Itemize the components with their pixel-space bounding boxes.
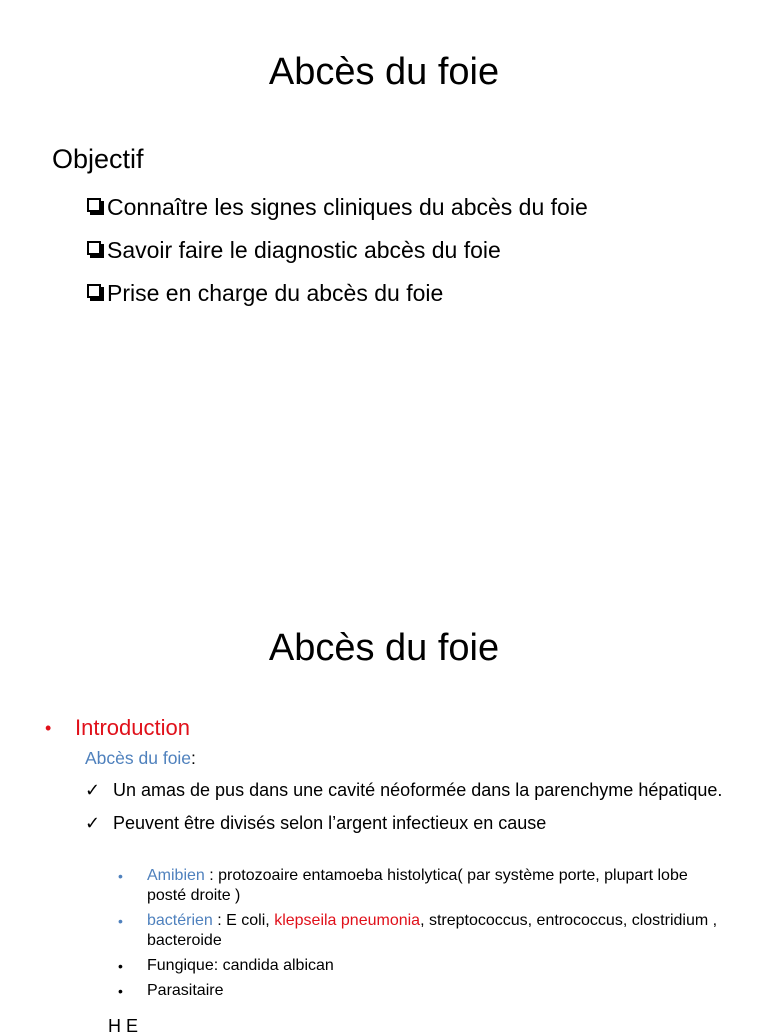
check-text: Peuvent être divisés selon l’argent infectieux en cause — [113, 813, 547, 833]
objective-text: Connaître les signes cliniques du abcès du foie — [107, 194, 588, 220]
definition-heading — [85, 746, 196, 770]
type-item-parasitaire — [118, 981, 718, 1001]
introduction-heading — [45, 714, 190, 742]
type-highlight: klepseila pneumonia — [274, 912, 421, 929]
checkbox-square-icon — [87, 198, 101, 212]
objective-item — [87, 272, 588, 315]
type-text: Parasitaire — [147, 982, 224, 999]
bullet-icon: • — [118, 868, 123, 884]
objective-list — [87, 186, 588, 315]
section-heading: Objectif — [52, 144, 144, 174]
bullet-icon: • — [45, 718, 52, 738]
bullet-icon: • — [118, 983, 123, 999]
checkbox-square-icon — [87, 241, 101, 255]
bullet-icon: • — [118, 958, 123, 974]
type-item-bacterien — [118, 911, 718, 951]
definition-term: Abcès du foie — [85, 748, 192, 768]
type-term: bactérien — [147, 912, 213, 929]
type-text — [147, 911, 718, 951]
slide-title: Abcès du foie — [268, 51, 500, 93]
check-text: Un amas de pus dans une cavité néoformée dans la parenchyme hépatique. — [113, 780, 723, 800]
checkmark-icon: ✓ — [85, 780, 101, 800]
type-description: : protozoaire entamoeba histolytica( par système porte, plupart lobe posté droite ) — [147, 867, 688, 904]
type-description: , streptococcus, entrococcus, clostridium , bacteroide — [147, 912, 718, 949]
slide-title: Abcès du foie — [268, 627, 500, 669]
objective-text: Prise en charge du abcès du foie — [107, 280, 444, 306]
type-item-amibien — [118, 866, 718, 906]
type-text: Fungique: candida albican — [147, 957, 334, 974]
check-item — [85, 779, 725, 802]
type-term: Amibien — [147, 867, 205, 884]
type-item-fungique — [118, 956, 718, 976]
checkbox-square-icon — [87, 284, 101, 298]
bullet-icon: • — [118, 913, 123, 929]
abscess-types-list — [118, 866, 718, 1006]
check-list — [85, 779, 725, 835]
truncated-text: H E — [108, 1016, 139, 1036]
type-text — [147, 866, 718, 906]
definition-colon: : — [191, 748, 196, 768]
slide-introduction — [0, 576, 768, 1036]
type-separator: : E coli, — [212, 912, 275, 929]
objective-item — [87, 186, 588, 229]
check-item — [85, 812, 725, 835]
introduction-label: Introduction — [75, 715, 190, 740]
objective-text: Savoir faire le diagnostic abcès du foie — [107, 237, 501, 263]
checkmark-icon: ✓ — [85, 813, 101, 833]
objective-item — [87, 229, 588, 272]
